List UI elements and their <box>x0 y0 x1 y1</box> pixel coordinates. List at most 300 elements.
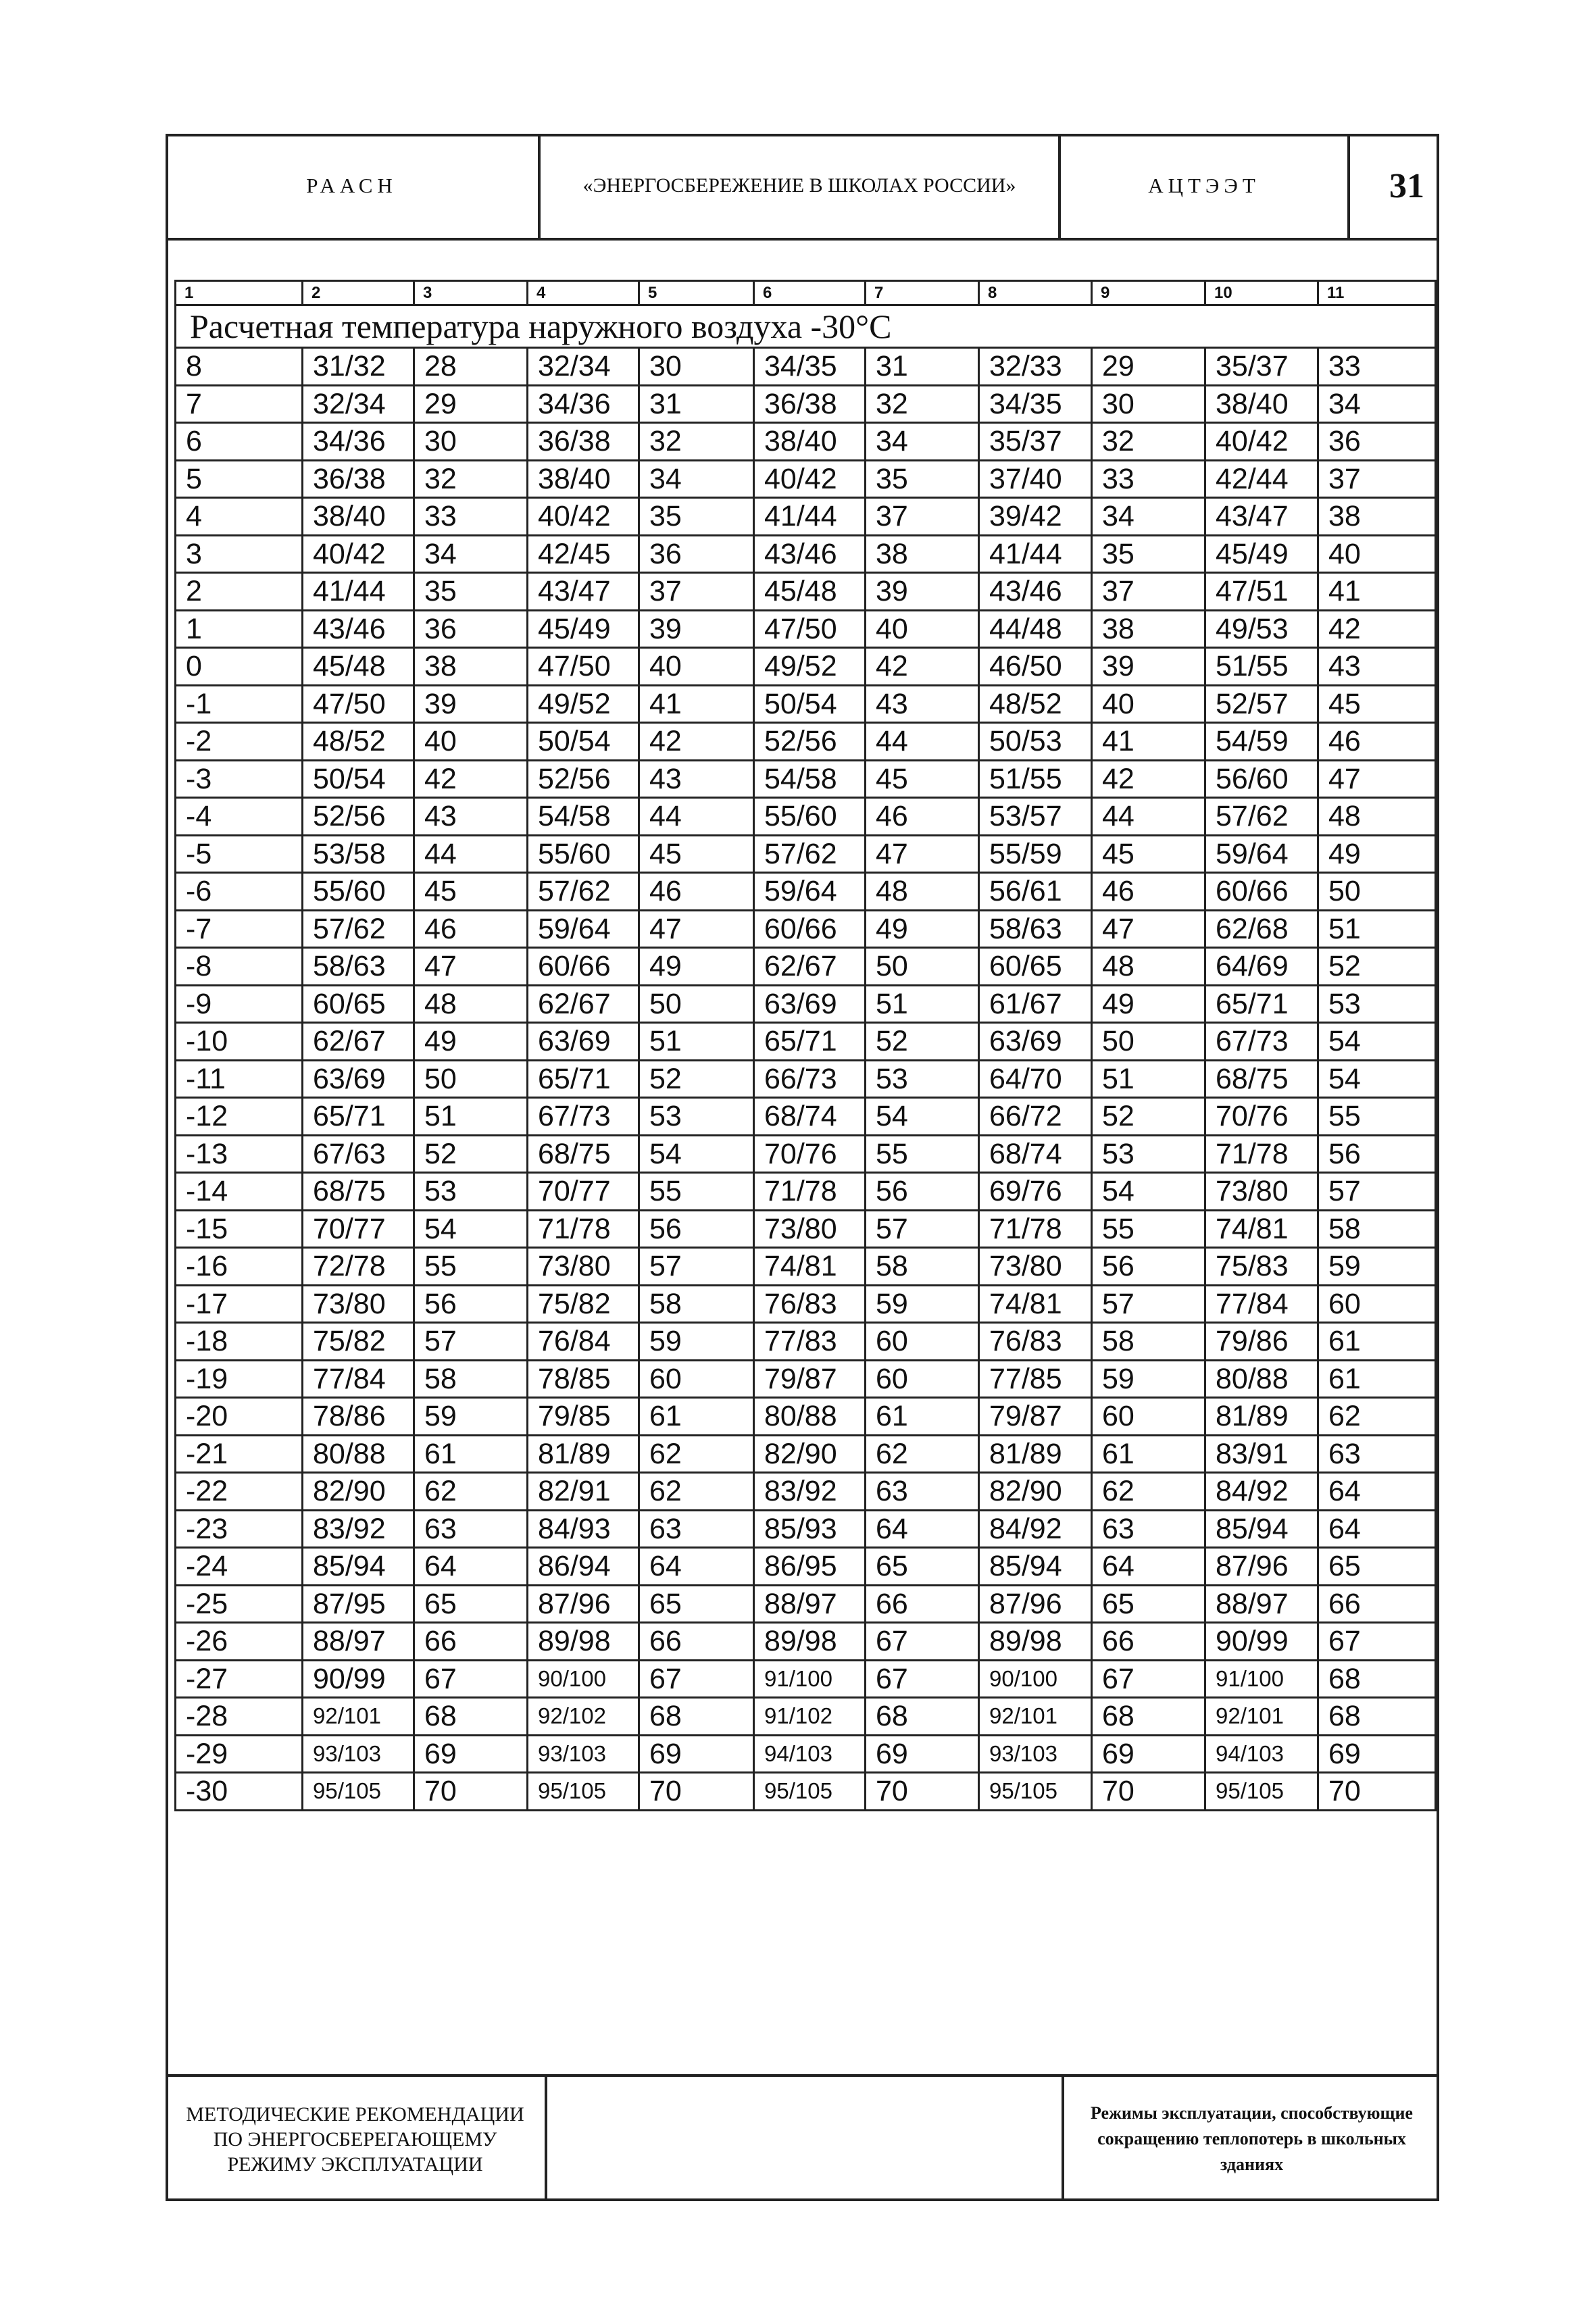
table-cell: 70 <box>1092 1773 1205 1811</box>
table-cell: 84/93 <box>528 1510 639 1548</box>
table-row <box>176 1060 1436 1098</box>
column-number: 5 <box>639 281 754 305</box>
header-org: РААСН <box>166 134 541 238</box>
table-row <box>176 573 1436 611</box>
table-cell: 67 <box>639 1660 754 1698</box>
table-cell: 70 <box>639 1773 754 1811</box>
table-cell: 59 <box>639 1323 754 1361</box>
table-cell: 65/71 <box>754 1023 866 1061</box>
table-row <box>176 1548 1436 1586</box>
table-cell: 49/52 <box>754 648 866 686</box>
table-row <box>176 723 1436 761</box>
table-cell: 56 <box>866 1173 979 1211</box>
table-cell: 32/34 <box>303 385 414 423</box>
table-cell: 57 <box>414 1323 528 1361</box>
table-cell: 62 <box>639 1435 754 1473</box>
table-cell: 90/99 <box>1205 1623 1318 1661</box>
table-cell: 46 <box>639 873 754 911</box>
table-cell: 53/58 <box>303 835 414 873</box>
table-cell: 62/67 <box>303 1023 414 1061</box>
table-cell: 60 <box>1318 1285 1436 1323</box>
table-cell: 74/81 <box>979 1285 1092 1323</box>
table-row <box>176 835 1436 873</box>
table-cell: 49 <box>866 910 979 948</box>
table-cell: 69 <box>639 1735 754 1773</box>
table-cell: 52 <box>866 1023 979 1061</box>
table-row <box>176 1098 1436 1136</box>
table-cell: 63/69 <box>528 1023 639 1061</box>
table-cell: 88/97 <box>303 1623 414 1661</box>
table-cell: 68 <box>414 1698 528 1736</box>
table-cell: 92/102 <box>528 1698 639 1736</box>
table-cell: 33 <box>1318 348 1436 386</box>
table-cell: 36 <box>414 610 528 648</box>
table-cell: 44/48 <box>979 610 1092 648</box>
table-cell: 92/101 <box>303 1698 414 1736</box>
table-cell: 70 <box>414 1773 528 1811</box>
table-cell: 89/98 <box>979 1623 1092 1661</box>
table-cell: 32 <box>1092 423 1205 461</box>
table-cell: 79/87 <box>979 1398 1092 1436</box>
table-cell: 52 <box>1092 1098 1205 1136</box>
table-cell: 46 <box>414 910 528 948</box>
table-cell: 49 <box>414 1023 528 1061</box>
table-cell: 37 <box>639 573 754 611</box>
table-cell: 54/59 <box>1205 723 1318 761</box>
table-cell: 59 <box>1318 1248 1436 1286</box>
table-cell: 87/96 <box>528 1585 639 1623</box>
table-cell: 56/60 <box>1205 760 1318 798</box>
table-cell: 28 <box>414 348 528 386</box>
table-cell: 69 <box>414 1735 528 1773</box>
table-cell: 34 <box>866 423 979 461</box>
table-cell: 60 <box>866 1360 979 1398</box>
column-number: 10 <box>1205 281 1318 305</box>
table-cell: 43 <box>866 685 979 723</box>
column-number: 2 <box>303 281 414 305</box>
table-cell: 30 <box>1092 385 1205 423</box>
table-cell: 62 <box>1318 1398 1436 1436</box>
table-cell: -19 <box>176 1360 303 1398</box>
table-cell: 34/35 <box>754 348 866 386</box>
table-cell: 45 <box>866 760 979 798</box>
table-cell: 83/92 <box>303 1510 414 1548</box>
table-cell: 59 <box>866 1285 979 1323</box>
table-cell: 55 <box>1092 1210 1205 1248</box>
table-cell: 43 <box>1318 648 1436 686</box>
table-cell: 52 <box>639 1060 754 1098</box>
table-cell: 45 <box>414 873 528 911</box>
table-cell: 77/85 <box>979 1360 1092 1398</box>
footer-empty-cell <box>547 2077 1064 2201</box>
table-cell: 93/103 <box>979 1735 1092 1773</box>
table-cell: -8 <box>176 948 303 986</box>
table-cell: 67 <box>1318 1623 1436 1661</box>
table-cell: 38 <box>414 648 528 686</box>
table-cell: 61 <box>414 1435 528 1473</box>
table-cell: 46 <box>1318 723 1436 761</box>
table-cell: 46/50 <box>979 648 1092 686</box>
table-cell: 39 <box>1092 648 1205 686</box>
table-cell: 52/57 <box>1205 685 1318 723</box>
column-number: 3 <box>414 281 528 305</box>
table-row <box>176 1435 1436 1473</box>
table-cell: 55 <box>639 1173 754 1211</box>
table-row <box>176 423 1436 461</box>
column-number: 7 <box>866 281 979 305</box>
table-cell: 84/92 <box>979 1510 1092 1548</box>
table-cell: 51 <box>866 985 979 1023</box>
table-cell: 86/95 <box>754 1548 866 1586</box>
table-cell: -26 <box>176 1623 303 1661</box>
table-cell: 37 <box>1092 573 1205 611</box>
table-cell: 42 <box>866 648 979 686</box>
table-cell: 79/87 <box>754 1360 866 1398</box>
table-cell: 76/83 <box>979 1323 1092 1361</box>
table-cell: 49/52 <box>528 685 639 723</box>
table-cell: 37 <box>1318 460 1436 498</box>
table-cell: 57 <box>1318 1173 1436 1211</box>
table-cell: 74/81 <box>1205 1210 1318 1248</box>
table-cell: 68 <box>1318 1698 1436 1736</box>
table-cell: -29 <box>176 1735 303 1773</box>
table-cell: 55 <box>866 1135 979 1173</box>
table-cell: 3 <box>176 535 303 573</box>
table-cell: 49 <box>1092 985 1205 1023</box>
table-cell: 65 <box>639 1585 754 1623</box>
table-cell: 76/84 <box>528 1323 639 1361</box>
table-cell: 57 <box>1092 1285 1205 1323</box>
table-cell: -4 <box>176 798 303 836</box>
table-row <box>176 1698 1436 1736</box>
table-cell: 7 <box>176 385 303 423</box>
table-cell: 34 <box>414 535 528 573</box>
column-number: 9 <box>1092 281 1205 305</box>
table-cell: 50/54 <box>303 760 414 798</box>
table-cell: 61 <box>866 1398 979 1436</box>
table-cell: 79/86 <box>1205 1323 1318 1361</box>
table-cell: 29 <box>414 385 528 423</box>
table-cell: 71/78 <box>1205 1135 1318 1173</box>
table-row <box>176 385 1436 423</box>
table-cell: 42 <box>639 723 754 761</box>
table-cell: 58 <box>414 1360 528 1398</box>
table-cell: -23 <box>176 1510 303 1548</box>
table-row <box>176 1285 1436 1323</box>
table-cell: 85/93 <box>754 1510 866 1548</box>
table-cell: 63 <box>866 1473 979 1511</box>
table-cell: -14 <box>176 1173 303 1211</box>
table-cell: 50 <box>866 948 979 986</box>
table-cell: 55/59 <box>979 835 1092 873</box>
table-cell: 36/38 <box>754 385 866 423</box>
table-cell: 84/92 <box>1205 1473 1318 1511</box>
table-cell: 68 <box>1318 1660 1436 1698</box>
table-cell: 65/71 <box>528 1060 639 1098</box>
table-cell: 50 <box>1092 1023 1205 1061</box>
table-cell: 52/56 <box>754 723 866 761</box>
table-row <box>176 610 1436 648</box>
table-cell: 61 <box>1318 1360 1436 1398</box>
table-cell: 67/73 <box>528 1098 639 1136</box>
table-cell: 58 <box>866 1248 979 1286</box>
table-cell: 73/80 <box>528 1248 639 1286</box>
table-cell: 75/82 <box>303 1323 414 1361</box>
table-cell: 40/42 <box>528 498 639 536</box>
table-row <box>176 348 1436 386</box>
table-cell: 40 <box>866 610 979 648</box>
table-cell: 64/70 <box>979 1060 1092 1098</box>
table-cell: 68/75 <box>528 1135 639 1173</box>
table-cell: -11 <box>176 1060 303 1098</box>
table-cell: 53 <box>866 1060 979 1098</box>
table-cell: 39 <box>414 685 528 723</box>
table-cell: 68/74 <box>979 1135 1092 1173</box>
table-cell: 74/81 <box>754 1248 866 1286</box>
table-cell: 45 <box>639 835 754 873</box>
column-number-row <box>176 281 1436 305</box>
table-row <box>176 1473 1436 1511</box>
table-cell: 35 <box>1092 535 1205 573</box>
table-cell: 49 <box>639 948 754 986</box>
table-cell: 62/68 <box>1205 910 1318 948</box>
table-cell: 72/78 <box>303 1248 414 1286</box>
table-cell: 47/50 <box>754 610 866 648</box>
table-row <box>176 1510 1436 1548</box>
table-cell: 61/67 <box>979 985 1092 1023</box>
table-cell: 64 <box>866 1510 979 1548</box>
table-cell: 94/103 <box>1205 1735 1318 1773</box>
table-cell: 38 <box>1318 498 1436 536</box>
table-cell: 67 <box>866 1660 979 1698</box>
table-cell: 50/54 <box>528 723 639 761</box>
table-cell: -1 <box>176 685 303 723</box>
table-cell: 47 <box>1318 760 1436 798</box>
table-cell: 63/69 <box>979 1023 1092 1061</box>
table-row <box>176 1173 1436 1211</box>
table-row <box>176 1398 1436 1436</box>
table-cell: 51/55 <box>1205 648 1318 686</box>
header-center: АЦТЭЭТ <box>1061 134 1350 238</box>
table-cell: 76/83 <box>754 1285 866 1323</box>
table-cell: 43/46 <box>303 610 414 648</box>
table-cell: -22 <box>176 1473 303 1511</box>
table-cell: 59/64 <box>754 873 866 911</box>
table-cell: 57/62 <box>754 835 866 873</box>
table-row <box>176 498 1436 536</box>
table-row <box>176 910 1436 948</box>
table-cell: 81/89 <box>528 1435 639 1473</box>
table-cell: 51 <box>414 1098 528 1136</box>
table-cell: -5 <box>176 835 303 873</box>
table-cell: 6 <box>176 423 303 461</box>
table-cell: 48 <box>1318 798 1436 836</box>
table-cell: 63/69 <box>303 1060 414 1098</box>
table-cell: 82/90 <box>303 1473 414 1511</box>
table-cell: -27 <box>176 1660 303 1698</box>
table-cell: 69 <box>1318 1735 1436 1773</box>
table-cell: 48/52 <box>303 723 414 761</box>
table-cell: 45 <box>1318 685 1436 723</box>
table-cell: 57 <box>639 1248 754 1286</box>
table-cell: 31 <box>639 385 754 423</box>
table-cell: 85/94 <box>303 1548 414 1586</box>
table-cell: 49 <box>1318 835 1436 873</box>
table-cell: 77/84 <box>303 1360 414 1398</box>
table-row <box>176 1323 1436 1361</box>
table-cell: 36/38 <box>528 423 639 461</box>
table-row <box>176 1248 1436 1286</box>
table-cell: 31/32 <box>303 348 414 386</box>
table-row <box>176 948 1436 986</box>
table-cell: 55/60 <box>528 835 639 873</box>
table-cell: 54 <box>639 1135 754 1173</box>
table-cell: 66 <box>866 1585 979 1623</box>
header-project: «ЭНЕРГОСБЕРЕЖЕНИЕ В ШКОЛАХ РОССИИ» <box>541 134 1061 238</box>
table-cell: 63 <box>414 1510 528 1548</box>
table-cell: 35 <box>414 573 528 611</box>
table-row <box>176 1135 1436 1173</box>
table-cell: -3 <box>176 760 303 798</box>
table-cell: -9 <box>176 985 303 1023</box>
table-cell: -24 <box>176 1548 303 1586</box>
table-cell: 66/73 <box>754 1060 866 1098</box>
table-cell: 82/90 <box>979 1473 1092 1511</box>
table-cell: 87/96 <box>979 1585 1092 1623</box>
table-cell: 92/101 <box>1205 1698 1318 1736</box>
table-cell: 38/40 <box>528 460 639 498</box>
table-cell: 51 <box>639 1023 754 1061</box>
table-cell: 8 <box>176 348 303 386</box>
table-cell: -28 <box>176 1698 303 1736</box>
table-cell: 64 <box>639 1548 754 1586</box>
table-cell: 57/62 <box>1205 798 1318 836</box>
table-cell: 56 <box>1318 1135 1436 1173</box>
table-cell: 68/75 <box>303 1173 414 1211</box>
table-cell: 33 <box>1092 460 1205 498</box>
table-cell: 51/55 <box>979 760 1092 798</box>
table-cell: 61 <box>639 1398 754 1436</box>
table-cell: 34 <box>1092 498 1205 536</box>
table-cell: 42 <box>1318 610 1436 648</box>
table-cell: 91/102 <box>754 1698 866 1736</box>
table-cell: 54 <box>1318 1023 1436 1061</box>
table-row <box>176 535 1436 573</box>
table-row <box>176 648 1436 686</box>
table-cell: 69 <box>866 1735 979 1773</box>
table-cell: 38 <box>1092 610 1205 648</box>
table-cell: 95/105 <box>754 1773 866 1811</box>
table-cell: -10 <box>176 1023 303 1061</box>
table-cell: 60/66 <box>754 910 866 948</box>
table-cell: 32 <box>866 385 979 423</box>
table-cell: 81/89 <box>979 1435 1092 1473</box>
table-cell: 55 <box>1318 1098 1436 1136</box>
table-cell: 59/64 <box>1205 835 1318 873</box>
table-cell: 54 <box>1092 1173 1205 1211</box>
table-cell: 57/62 <box>303 910 414 948</box>
table-cell: 45/48 <box>754 573 866 611</box>
table-cell: 48/52 <box>979 685 1092 723</box>
table-cell: 53/57 <box>979 798 1092 836</box>
table-cell: 58 <box>639 1285 754 1323</box>
table-cell: 60/66 <box>1205 873 1318 911</box>
footer-section-title: Режимы эксплуатации, способствующие сокращению теплопотерь в школьных зданиях <box>1091 2103 1413 2174</box>
table-cell: -17 <box>176 1285 303 1323</box>
table-cell: 94/103 <box>754 1735 866 1773</box>
table-cell: 63 <box>1092 1510 1205 1548</box>
table-cell: 47 <box>866 835 979 873</box>
table-cell: 68/75 <box>1205 1060 1318 1098</box>
table-cell: 55/60 <box>754 798 866 836</box>
table-cell: 33 <box>414 498 528 536</box>
table-cell: 75/82 <box>528 1285 639 1323</box>
table-cell: 95/105 <box>528 1773 639 1811</box>
page-number: 31 <box>1389 166 1424 205</box>
table-cell: 44 <box>639 798 754 836</box>
table-cell: 58 <box>1092 1323 1205 1361</box>
table-cell: 40 <box>1318 535 1436 573</box>
table-cell: 55/60 <box>303 873 414 911</box>
table-cell: 41/44 <box>303 573 414 611</box>
table-cell: 70 <box>866 1773 979 1811</box>
table-cell: 93/103 <box>528 1735 639 1773</box>
table-cell: 51 <box>1092 1060 1205 1098</box>
temperature-table <box>174 280 1437 1811</box>
table-cell: 80/88 <box>754 1398 866 1436</box>
table-cell: 73/80 <box>979 1248 1092 1286</box>
table-cell: -25 <box>176 1585 303 1623</box>
table-cell: 56 <box>1092 1248 1205 1286</box>
table-cell: 91/100 <box>1205 1660 1318 1698</box>
table-cell: 0 <box>176 648 303 686</box>
column-number: 8 <box>979 281 1092 305</box>
table-cell: 70/77 <box>528 1173 639 1211</box>
table-cell: 70/77 <box>303 1210 414 1248</box>
table-cell: 60/66 <box>528 948 639 986</box>
table-cell: 60 <box>1092 1398 1205 1436</box>
table-cell: 70/76 <box>754 1135 866 1173</box>
table-cell: 39/42 <box>979 498 1092 536</box>
table-cell: 65 <box>414 1585 528 1623</box>
table-cell: 78/85 <box>528 1360 639 1398</box>
column-number: 6 <box>754 281 866 305</box>
table-row <box>176 1023 1436 1061</box>
table-cell: 40/42 <box>1205 423 1318 461</box>
footer-doc-title: МЕТОДИЧЕСКИЕ РЕКОМЕНДАЦИИ ПО ЭНЕРГОСБЕРЕГАЮЩЕМУ РЕЖИМУ ЭКСПЛУАТАЦИИ <box>166 2077 547 2201</box>
table-row <box>176 1585 1436 1623</box>
table-cell: 63 <box>1318 1435 1436 1473</box>
table-cell: 70 <box>1318 1773 1436 1811</box>
table-cell: 66 <box>639 1623 754 1661</box>
table-cell: 47 <box>1092 910 1205 948</box>
table-cell: 30 <box>414 423 528 461</box>
table-cell: 67/63 <box>303 1135 414 1173</box>
table-cell: 42 <box>414 760 528 798</box>
table-cell: 65 <box>1092 1585 1205 1623</box>
table-cell: -20 <box>176 1398 303 1436</box>
table-cell: 38/40 <box>754 423 866 461</box>
table-cell: 54 <box>414 1210 528 1248</box>
table-cell: 47 <box>414 948 528 986</box>
table-row <box>176 760 1436 798</box>
table-cell: 48 <box>866 873 979 911</box>
table-cell: 80/88 <box>303 1435 414 1473</box>
table-cell: 70/76 <box>1205 1098 1318 1136</box>
table-cell: 65/71 <box>303 1098 414 1136</box>
table-cell: 69 <box>1092 1735 1205 1773</box>
table-cell: 77/84 <box>1205 1285 1318 1323</box>
